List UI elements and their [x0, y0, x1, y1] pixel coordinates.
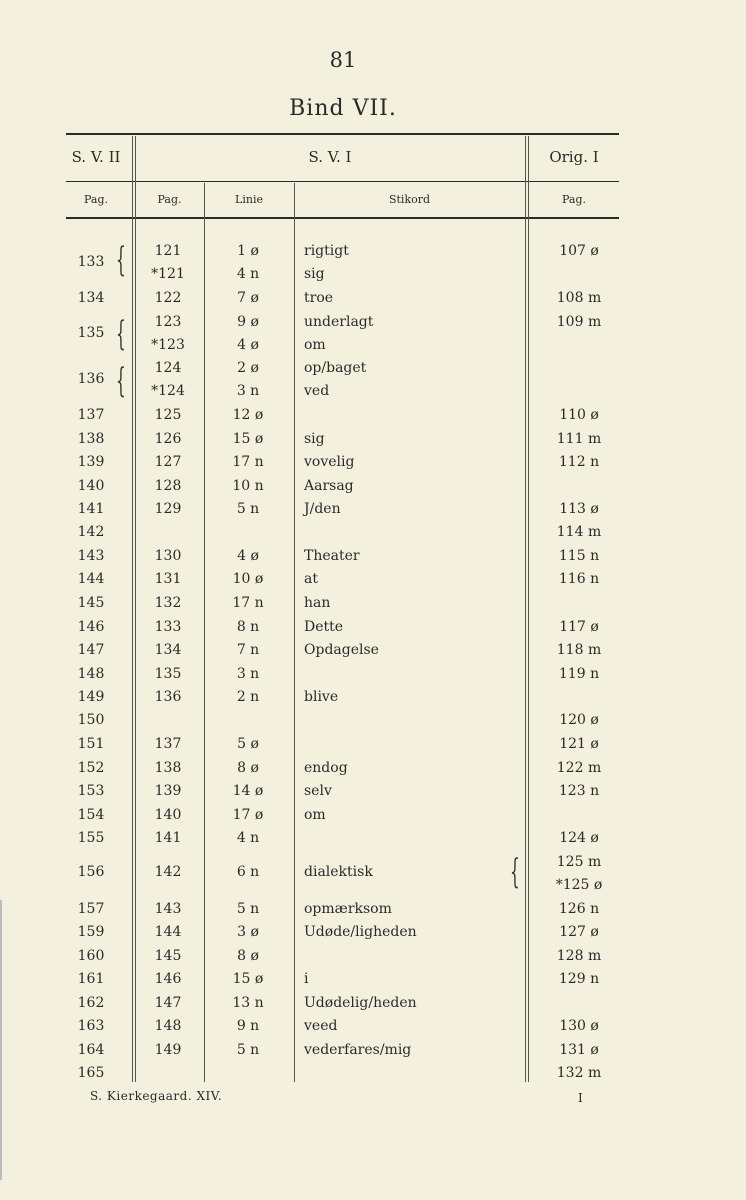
cell-linie: 4 n: [236, 830, 260, 846]
cell-orig: 131 ø: [559, 1042, 599, 1058]
cell-stikord: vederfares/mig: [304, 1042, 412, 1058]
cell-stikord: endog: [304, 760, 348, 776]
cell-stikord: han: [304, 595, 331, 611]
cell-sv2: 142: [77, 524, 105, 540]
cell-orig: 120 ø: [559, 712, 599, 728]
cell-sv2: 151: [77, 736, 105, 752]
cell-orig: 125 m: [556, 854, 602, 870]
cell-stikord: Udødelig/heden: [304, 995, 417, 1011]
cell-sv2: 134: [77, 290, 105, 306]
cell-stikord: J/den: [304, 501, 341, 517]
cell-orig: 115 n: [558, 548, 600, 564]
cell-linie: 9 ø: [237, 314, 259, 330]
cell-pag: 145: [154, 948, 182, 964]
cell-orig: 117 ø: [559, 619, 599, 635]
cell-sv2: 165: [77, 1065, 105, 1081]
cell-orig: 110 ø: [559, 407, 599, 423]
cell-linie: 5 n: [236, 1042, 260, 1058]
cell-sv2: 155: [77, 830, 105, 846]
cell-sv2: 156: [77, 864, 105, 880]
cell-pag: 139: [154, 783, 182, 799]
cell-sv2: 139: [77, 454, 105, 470]
cell-pag: *121: [151, 266, 185, 282]
cell-stikord: at: [304, 571, 318, 587]
cell-orig: 113 ø: [559, 501, 599, 517]
page-number: 81: [329, 48, 357, 72]
cell-linie: 1 ø: [237, 243, 259, 259]
cell-pag: 122: [154, 290, 182, 306]
footer-mark: I: [578, 1091, 583, 1105]
cell-linie: 10 ø: [232, 571, 264, 587]
cell-orig: 132 m: [556, 1065, 602, 1081]
cell-linie: 8 ø: [237, 760, 259, 776]
cell-orig: 118 m: [556, 642, 602, 658]
header-sv1: S. V. I: [308, 148, 352, 166]
column-divider: [132, 136, 133, 1082]
cell-orig: 112 n: [558, 454, 600, 470]
cell-sv2: 161: [77, 971, 105, 987]
cell-sv2: 163: [77, 1018, 105, 1034]
cell-orig: 111 m: [556, 431, 602, 447]
cell-stikord: blive: [304, 689, 339, 705]
cell-pag: 121: [154, 243, 182, 259]
cell-stikord: Opdagelse: [304, 642, 379, 658]
header-rule: [66, 181, 619, 182]
cell-linie: 3 ø: [237, 924, 259, 940]
cell-pag: 143: [154, 901, 182, 917]
cell-orig: 108 m: [556, 290, 602, 306]
subheader-sv2-pag: Pag.: [83, 193, 108, 206]
cell-pag: 123: [154, 314, 182, 330]
cell-sv2: 147: [77, 642, 105, 658]
cell-stikord: Dette: [304, 619, 344, 635]
cell-stikord: vovelig: [304, 454, 355, 470]
cell-orig: 116 n: [558, 571, 600, 587]
cell-stikord: sig: [304, 266, 325, 282]
cell-stikord: sig: [304, 431, 325, 447]
column-divider: [525, 136, 526, 1082]
cell-sv2: 141: [77, 501, 105, 517]
column-divider: [528, 136, 529, 1082]
cell-stikord: om: [304, 807, 326, 823]
cell-orig: 130 ø: [559, 1018, 599, 1034]
cell-pag: 134: [154, 642, 182, 658]
cell-orig: 128 m: [556, 948, 602, 964]
cell-pag: 133: [154, 619, 182, 635]
cell-linie: 8 ø: [237, 948, 259, 964]
cell-linie: 5 n: [236, 501, 260, 517]
cell-linie: 6 n: [236, 864, 260, 880]
cell-pag: 142: [154, 864, 182, 880]
cell-linie: 13 n: [232, 995, 264, 1011]
cell-linie: 3 n: [236, 666, 260, 682]
cell-linie: 4 ø: [237, 548, 259, 564]
cell-sv2: 138: [77, 431, 105, 447]
cell-linie: 10 n: [232, 478, 264, 494]
cell-pag: 129: [154, 501, 182, 517]
cell-linie: 4 n: [236, 266, 260, 282]
brace-left: {: [509, 852, 520, 892]
cell-pag: 136: [154, 689, 182, 705]
cell-pag: 127: [154, 454, 182, 470]
cell-pag: 148: [154, 1018, 182, 1034]
cell-pag: 124: [154, 360, 182, 376]
cell-pag: 146: [154, 971, 182, 987]
cell-sv2: 146: [77, 619, 105, 635]
cell-sv2: 160: [77, 948, 105, 964]
cell-pag: 126: [154, 431, 182, 447]
column-divider: [294, 183, 295, 1082]
cell-linie: 17 n: [232, 454, 264, 470]
header-orig: Orig. I: [549, 148, 599, 166]
cell-stikord: underlagt: [304, 314, 374, 330]
cell-pag: 125: [154, 407, 182, 423]
cell-sv2: 143: [77, 548, 105, 564]
page-title: Bind VII.: [289, 96, 397, 121]
cell-pag: *123: [151, 337, 185, 353]
cell-sv2: 153: [77, 783, 105, 799]
cell-linie: 9 n: [236, 1018, 260, 1034]
cell-sv2: 136: [77, 371, 105, 387]
cell-sv2: 164: [77, 1042, 105, 1058]
header-sv2: S. V. II: [71, 148, 121, 166]
cell-sv2: 150: [77, 712, 105, 728]
cell-linie: 2 n: [236, 689, 260, 705]
cell-stikord: op/baget: [304, 360, 367, 376]
subheader-orig-pag: Pag.: [561, 193, 586, 206]
cell-linie: 15 ø: [232, 971, 264, 987]
subheader-sv1-pag: Pag.: [157, 193, 182, 206]
subheader-sv1-stikord: Stikord: [388, 193, 431, 206]
brace-left: {: [115, 240, 126, 280]
cell-sv2: 157: [77, 901, 105, 917]
cell-pag: 130: [154, 548, 182, 564]
cell-linie: 17 n: [232, 595, 264, 611]
cell-sv2: 144: [77, 571, 105, 587]
column-divider: [204, 183, 205, 1082]
cell-linie: 2 ø: [237, 360, 259, 376]
cell-stikord: om: [304, 337, 326, 353]
cell-pag: 132: [154, 595, 182, 611]
cell-stikord: Udøde/ligheden: [304, 924, 417, 940]
cell-sv2: 140: [77, 478, 105, 494]
cell-pag: 141: [154, 830, 182, 846]
cell-pag: *124: [151, 383, 185, 399]
cell-linie: 4 ø: [237, 337, 259, 353]
cell-sv2: 162: [77, 995, 105, 1011]
cell-orig: *125 ø: [555, 877, 603, 893]
cell-linie: 15 ø: [232, 431, 264, 447]
cell-stikord: ved: [304, 383, 330, 399]
cell-orig: 109 m: [556, 314, 602, 330]
cell-orig: 114 m: [556, 524, 602, 540]
cell-pag: 144: [154, 924, 182, 940]
cell-sv2: 135: [77, 325, 105, 341]
cell-sv2: 152: [77, 760, 105, 776]
cell-pag: 140: [154, 807, 182, 823]
cell-linie: 8 n: [236, 619, 260, 635]
cell-pag: 147: [154, 995, 182, 1011]
cell-orig: 123 n: [558, 783, 600, 799]
cell-sv2: 133: [77, 254, 105, 270]
cell-stikord: dialektisk: [304, 864, 373, 880]
cell-pag: 138: [154, 760, 182, 776]
footer-signature: S. Kierkegaard. XIV.: [90, 1089, 223, 1103]
cell-orig: 124 ø: [559, 830, 599, 846]
subheader-sv1-linie: Linie: [235, 193, 263, 206]
cell-pag: 137: [154, 736, 182, 752]
cell-sv2: 137: [77, 407, 105, 423]
cell-sv2: 149: [77, 689, 105, 705]
cell-sv2: 145: [77, 595, 105, 611]
column-divider: [135, 136, 136, 1082]
cell-orig: 126 n: [558, 901, 600, 917]
cell-pag: 131: [154, 571, 182, 587]
cell-linie: 17 ø: [232, 807, 264, 823]
cell-sv2: 148: [77, 666, 105, 682]
cell-orig: 122 m: [556, 760, 602, 776]
cell-linie: 5 n: [236, 901, 260, 917]
cell-sv2: 159: [77, 924, 105, 940]
cell-orig: 107 ø: [559, 243, 599, 259]
cell-sv2: 154: [77, 807, 105, 823]
cell-pag: 135: [154, 666, 182, 682]
cell-orig: 119 n: [558, 666, 600, 682]
cell-pag: 128: [154, 478, 182, 494]
cell-pag: 149: [154, 1042, 182, 1058]
brace-left: {: [115, 361, 126, 401]
cell-stikord: rigtigt: [304, 243, 349, 259]
page-edge-shadow: [0, 900, 2, 1180]
cell-linie: 5 ø: [237, 736, 259, 752]
cell-stikord: Aarsag: [304, 478, 354, 494]
cell-stikord: Theater: [304, 548, 360, 564]
cell-linie: 7 n: [236, 642, 260, 658]
cell-linie: 7 ø: [237, 290, 259, 306]
cell-orig: 121 ø: [559, 736, 599, 752]
cell-stikord: opmærksom: [304, 901, 392, 917]
cell-linie: 12 ø: [232, 407, 264, 423]
cell-stikord: veed: [304, 1018, 338, 1034]
cell-stikord: i: [304, 971, 309, 987]
cell-orig: 127 ø: [559, 924, 599, 940]
cell-linie: 3 n: [236, 383, 260, 399]
cell-linie: 14 ø: [232, 783, 264, 799]
subheader-rule: [66, 217, 619, 219]
cell-orig: 129 n: [558, 971, 600, 987]
cell-stikord: selv: [304, 783, 332, 799]
table-top-rule: [66, 133, 619, 135]
cell-stikord: troe: [304, 290, 334, 306]
brace-left: {: [115, 314, 126, 354]
